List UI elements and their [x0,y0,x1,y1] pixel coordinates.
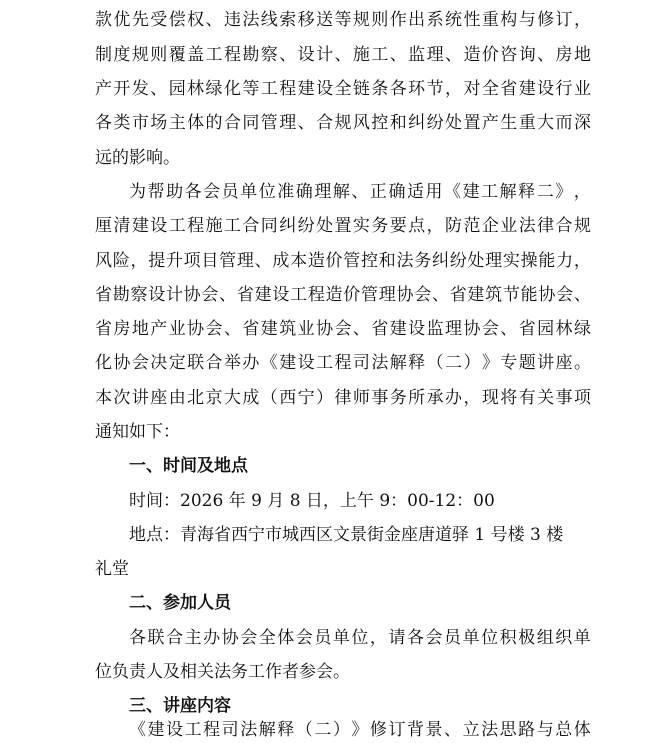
section-3-body-line-1: 《 建 设 工 程 司 法 解 释 （ 二 ） 》 修 订 背 景 、 立 法 思 路 与 总 体 [129,720,591,740]
paragraph-1-line-3: 产 开 发 、 园 林 绿 化 等 工 程 建 设 全 链 条 各 环 节 ， 对 全 省 建 设 行 业 [95,79,591,99]
section-2-body-line-2: 位负责人及相关法务工作者参会。 [95,662,350,682]
paragraph-2-line-3: 风 险 ， 提 升 项 目 管 理 、 成 本 造 价 管 控 和 法 务 纠 纷 处 理 实 操 能 力 ， [95,251,591,271]
section-2-heading: 二、参加人员 [129,593,231,613]
paragraph-2-line-5: 省 房 地 产 业 协 会 、 省 建 筑 业 协 会 、 省 建 设 监 理 协 会 、 省 园 林 绿 [95,319,591,339]
paragraph-1-line-5: 远的影响。 [95,148,180,168]
paragraph-1-line-1: 款 优 先 受 偿 权 、 违 法 线 索 移 送 等 规 则 作 出 系 统 性 重 构 与 修 订 ， [95,10,591,30]
section-1-place-line-1: 地点：青海省西宁市城西区文景街金座唐道驿 1 号楼 3 楼 [129,525,564,545]
section-3-heading: 三、讲座内容 [129,696,231,716]
section-1-time: 时间：2026 年 9 月 8 日，上午 9：00-12：00 [129,491,495,511]
paragraph-2-line-7: 本 次 讲 座 由 北 京 大 成 （ 西 宁 ） 律 师 事 务 所 承 办 ， 现 将 有 关 事 项 [95,388,591,408]
section-1-place-line-2: 礼堂 [95,559,129,579]
paragraph-2-line-6: 化 协 会 决 定 联 合 举 办 《 建 设 工 程 司 法 解 释 （ 二 ） 》 专 题 讲 座 。 [95,353,591,373]
section-2-body-line-1: 各 联 合 主 办 协 会 全 体 会 员 单 位 ， 请 各 会 员 单 位 积 极 组 织 单 [129,628,591,648]
section-1-heading: 一、时间及地点 [129,456,248,476]
paragraph-2-line-4: 省 勘 察 设 计 协 会 、 省 建 设 工 程 造 价 管 理 协 会 、 省 建 筑 节 能 协 会 、 [95,285,591,305]
paragraph-2-line-2: 厘 清 建 设 工 程 施 工 合 同 纠 纷 处 置 实 务 要 点 ， 防 范 企 业 法 律 合 规 [95,216,591,236]
paragraph-2-line-8: 通知如下： [95,422,180,442]
paragraph-1-line-2: 制 度 规 则 覆 盖 工 程 勘 察 、 设 计 、 施 工 、 监 理 、 造 价 咨 询 、 房 地 [95,45,591,65]
paragraph-2-line-1: 为 帮 助 各 会 员 单 位 准 确 理 解 、 正 确 适 用 《 建 工 解 释 二 》 ， [129,182,591,202]
paragraph-1-line-4: 各 类 市 场 主 体 的 合 同 管 理 、 合 规 风 控 和 纠 纷 处 置 产 生 重 大 而 深 [95,113,591,133]
